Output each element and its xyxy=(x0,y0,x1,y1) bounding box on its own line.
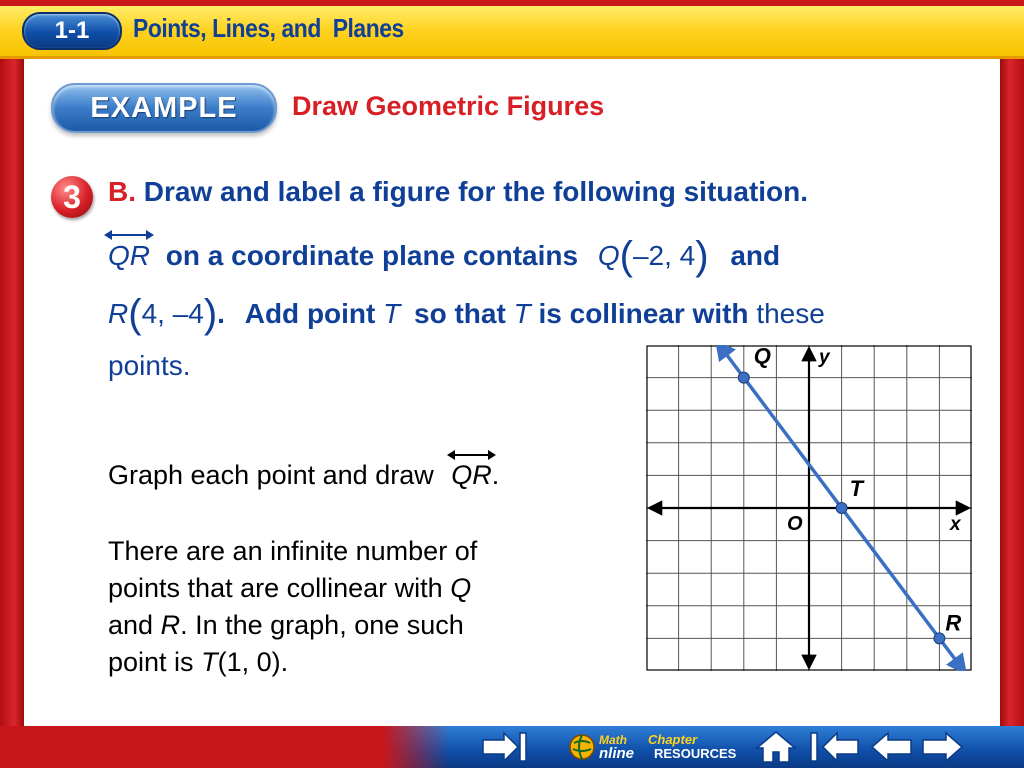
part-label: B. xyxy=(108,176,136,207)
coordinate-graph xyxy=(646,345,972,671)
x-axis-label: x xyxy=(950,514,961,535)
math-online-button[interactable] xyxy=(562,728,640,766)
answer-line-4: point is T(1, 0). xyxy=(108,647,289,677)
previous-slide-button[interactable] xyxy=(866,728,916,766)
header-top-stripe xyxy=(0,0,1024,6)
point-r-name: R xyxy=(108,298,129,329)
first-slide-button[interactable] xyxy=(806,728,862,766)
answer-line-2: points that are collinear with Q xyxy=(108,573,472,603)
answer-paragraph-1: Graph each point and draw QR. xyxy=(108,460,499,491)
resources-label: RESOURCES xyxy=(654,746,737,761)
arrow-right-icon xyxy=(920,730,966,764)
lesson-title: Points, Lines, and Planes xyxy=(133,13,404,43)
point-r-coords: 4, –4 xyxy=(141,298,204,329)
double-arrow-icon xyxy=(449,454,494,456)
lesson-number-badge: 1-1 xyxy=(22,12,122,50)
chapter-label: Chapter xyxy=(648,732,698,747)
next-slide-button[interactable] xyxy=(918,728,968,766)
skip-back-icon xyxy=(807,730,861,764)
navigation-bar-red xyxy=(0,726,450,768)
end-of-lesson-button[interactable] xyxy=(478,728,532,766)
line-qr-notation: QR xyxy=(451,460,492,491)
math-online-top: Math xyxy=(598,733,627,747)
home-button[interactable] xyxy=(752,728,800,766)
double-arrow-icon xyxy=(106,234,152,236)
problem-line-2: QR on a coordinate plane contains Q(–2, 4) and xyxy=(108,234,781,278)
skip-forward-icon xyxy=(480,730,530,764)
graph-points xyxy=(738,345,961,644)
line-qr-notation: QR xyxy=(108,240,150,272)
arrow-left-icon xyxy=(868,730,914,764)
example-title: Draw Geometric Figures xyxy=(292,91,605,121)
problem-line-4: points. xyxy=(108,350,191,381)
answer-line-1: There are an infinite number of xyxy=(108,536,478,566)
point-t-marker xyxy=(836,503,847,514)
problem-line-2-end: and xyxy=(730,240,781,271)
point-t-name: T xyxy=(383,298,401,329)
problem-instruction: Draw and label a figure for the following situation. xyxy=(143,176,809,207)
left-frame xyxy=(0,0,24,768)
point-q-coords: –2, 4 xyxy=(632,240,696,271)
problem-line-2-text: on a coordinate plane contains xyxy=(165,240,579,271)
chapter-resources-button[interactable] xyxy=(644,728,742,766)
problem-line-1 xyxy=(108,176,808,208)
origin-label: O xyxy=(787,513,803,535)
home-icon xyxy=(755,730,797,764)
point-r-marker xyxy=(934,633,945,644)
point-t-label: T xyxy=(849,476,864,501)
point-q-label: Q xyxy=(753,345,771,369)
y-axis-label: y xyxy=(819,347,830,368)
point-q-marker xyxy=(738,372,749,383)
answer-line-3: and R. In the graph, one such xyxy=(108,610,464,640)
globe-icon xyxy=(568,733,596,761)
point-q-name: Q xyxy=(597,240,620,271)
point-r-label: R xyxy=(945,610,962,636)
math-online-bottom: nline xyxy=(598,745,634,762)
example-number-badge: 3 xyxy=(51,176,93,218)
right-frame xyxy=(1000,0,1024,768)
problem-line-3: R(4, –4). Add point T so that T is collinear with these xyxy=(108,292,825,336)
example-badge: EXAMPLE xyxy=(51,83,277,133)
